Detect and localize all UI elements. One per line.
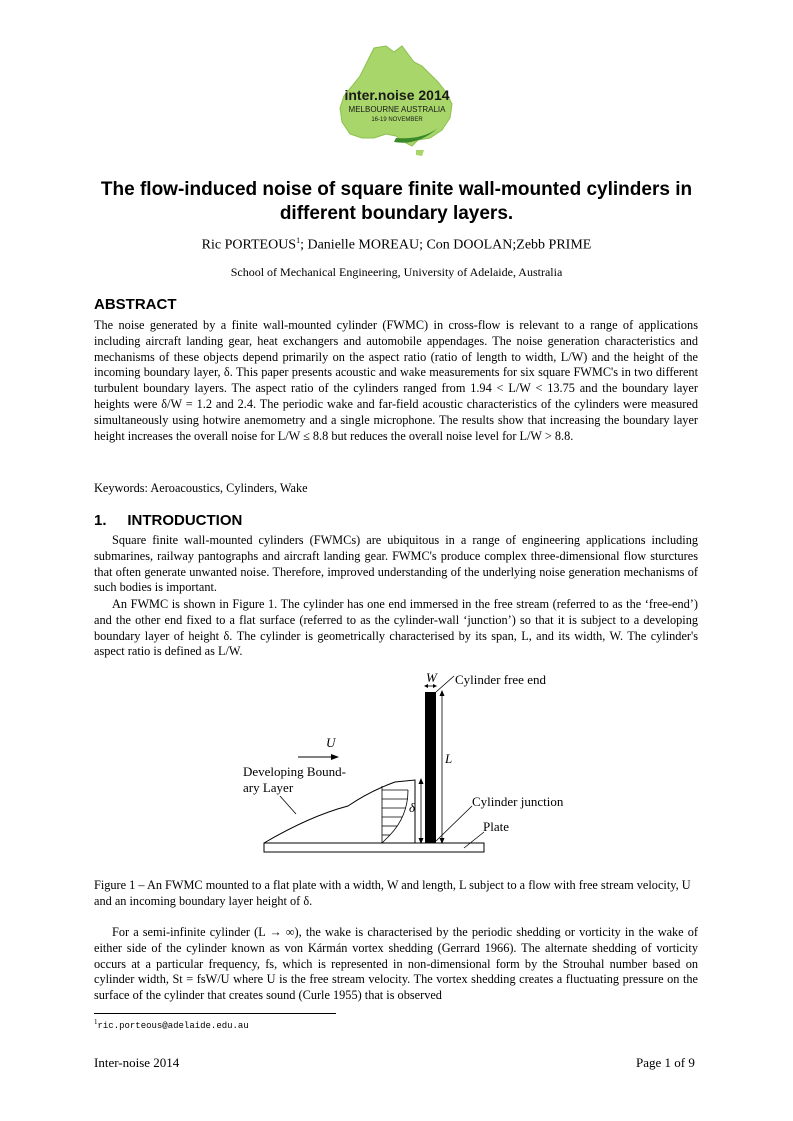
title-line2: different boundary layers. [279, 203, 514, 224]
first-author: Ric PORTEOUS [201, 237, 297, 253]
w-label: W [426, 670, 437, 685]
footnote-rule [94, 1013, 336, 1014]
title-line1: The flow-induced noise of square finite wall-mounted cylinders in [100, 179, 693, 200]
plate-label: Plate [483, 819, 509, 834]
junction-label: Cylinder junction [472, 794, 564, 809]
author-list [60, 236, 733, 254]
other-authors: ; Danielle MOREAU; Con DOOLAN;Zebb PRIME [300, 237, 592, 253]
logo-line1: inter.noise 2014 [344, 87, 450, 103]
logo-line2: MELBOURNE AUSTRALIA [348, 105, 446, 114]
figure-1-caption: Figure 1 – An FWMC mounted to a flat plate with a width, W and length, L subject to a flow with free stream velocity, U and an incoming boundary layer height of δ. [94, 878, 691, 908]
l-label: L [445, 751, 453, 766]
abstract-text: The noise generated by a finite wall-mounted cylinder (FWMC) in cross-flow is relevant to a range of applications including aircraft landing gear, heat exchangers and automobile appendages. The noise generation characteristics and mechanisms of these objects depend primarily on the aspect ratio (ratio of length to width, L/W) and the height of the incoming boundary layer, δ. This paper presents acoustic and wake measurements for six square FWMC's in two different turbulent boundary layers. The aspect ratio of the cylinders ranged from 1.94 < L/W < 13.75 and the boundary layer heights were δ/W = 1.2 and 2.4. The periodic wake and far-field acoustic characteristics of the cylinders were measured simultaneously using hotwire anemometry and a single microphone. The results show that increasing the boundary layer height increases the overall noise for L/W ≤ 8.8 but reduces the overall noise level for L/W > 8.8. [94, 318, 698, 443]
developing-label-1: Developing Bound- [243, 764, 346, 779]
cylinder [425, 692, 436, 843]
footnote [94, 1018, 249, 1031]
conference-logo [334, 42, 460, 158]
intro-paragraph-3: For a semi-infinite cylinder (L → ∞), the wake is characterised by the periodic shedding or vorticity in the wake of either side of the cylinder known as von Kármán vortex shedding (Gerrard 1966). The alternate shedding of vorticity occurs at a particular frequency, fs, which is represented in non-dimensional form by the Strouhal number based on cylinder width, St = fsW/U where U is the free stream velocity. The vortex shedding creates a fluctuating pressure on the surface of the cylinder that creates sound (Curle 1955) that is observed [94, 925, 698, 1003]
developing-label-2: ary Layer [243, 780, 294, 795]
free-end-label: Cylinder free end [455, 672, 546, 687]
velocity-profile [382, 786, 408, 843]
author-footnote-mark: 1 [296, 236, 301, 245]
paper-title [60, 178, 733, 226]
keywords: Keywords: Aeroacoustics, Cylinders, Wake [94, 481, 308, 495]
plate [264, 843, 484, 852]
intro-paragraph-2: An FWMC is shown in Figure 1. The cylinder has one end immersed in the free stream (referred to as the ‘free-end’) and the other end fixed to a flat surface (referred to as the cylinder-wall ‘junction’) so that it is subject to a developing boundary layer of height δ. The cylinder is geometrically characterised by its span, L, and its width, W. The cylinder's aspect ratio is defined as L/W. [94, 597, 698, 659]
author-email: ric.porteous@adelaide.edu.au [97, 1021, 249, 1031]
u-label: U [326, 735, 336, 750]
figure-1-diagram [240, 666, 580, 862]
logo-line3: 16-19 NOVEMBER [371, 117, 423, 123]
footnote-mark: 1 [94, 1018, 98, 1026]
intro-paragraph-1: Square finite wall-mounted cylinders (FWMCs) are ubiquitous in a range of engineering applications including submarines, railway pantographs and aircraft landing gear. FWMC's produce complex three-dimensional flow sturctures that often generate unwanted noise. Therefore, improved understanding of the underlying noise generation mechanisms of such bodies is important. [94, 533, 698, 595]
intro-heading: 1. INTRODUCTION [94, 512, 243, 529]
page-number: Page 1 of 9 [636, 1055, 695, 1070]
tasmania-icon [416, 150, 424, 156]
footer-conference: Inter-noise 2014 [94, 1055, 180, 1070]
abstract-heading: ABSTRACT [94, 296, 177, 313]
delta-label: δ [409, 800, 416, 815]
affiliation: School of Mechanical Engineering, University of Adelaide, Australia [230, 265, 563, 279]
